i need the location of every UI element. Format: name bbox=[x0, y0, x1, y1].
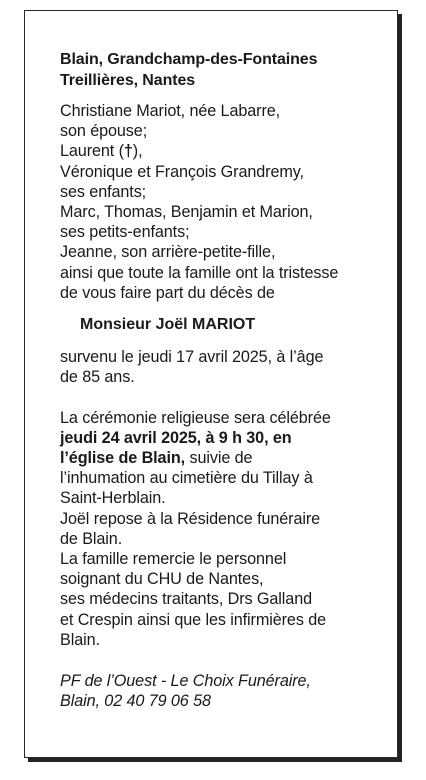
family-line: de vous faire part du décès de bbox=[60, 283, 275, 302]
ceremony-line: de Blain. bbox=[60, 529, 123, 548]
family-line: Christiane Mariot, née Labarre, bbox=[60, 102, 281, 120]
ceremony-line: l’inhumation au cimetière du Tillay à bbox=[60, 469, 313, 488]
footer-line: PF de l’Ouest - Le Choix Funéraire, bbox=[60, 672, 311, 691]
places-line: Treillières, Nantes bbox=[60, 71, 196, 89]
family-line: ses petits-enfants; bbox=[60, 223, 190, 242]
family-line: Marc, Thomas, Benjamin et Marion, bbox=[60, 203, 313, 222]
ceremony-line: et Crespin ainsi que les infirmières de bbox=[60, 610, 327, 629]
ceremony-place-rest: suivie de bbox=[185, 449, 253, 468]
family-line: Jeanne, son arrière-petite-fille, bbox=[60, 243, 276, 262]
family-line: ainsi que toute la famille ont la tristesse bbox=[60, 263, 339, 282]
cross-icon: † bbox=[123, 142, 133, 161]
family-laurent-end: ), bbox=[132, 142, 143, 161]
ceremony-line: soignant du CHU de Nantes, bbox=[60, 570, 264, 589]
ceremony-place-line bbox=[60, 448, 380, 468]
obituary-notice-content bbox=[60, 50, 380, 711]
funeral-home-footer bbox=[60, 671, 380, 711]
family-list bbox=[60, 101, 380, 303]
places-heading bbox=[60, 50, 380, 91]
death-line: survenu le jeudi 17 avril 2025, à l’âge bbox=[60, 348, 324, 367]
ceremony-line: ses médecins traitants, Drs Galland bbox=[60, 590, 313, 609]
ceremony-place: l’église de Blain, bbox=[60, 449, 186, 468]
family-line: son épouse; bbox=[60, 122, 148, 141]
family-line-laurent bbox=[60, 141, 380, 161]
footer-line: Blain, 02 40 79 06 58 bbox=[60, 692, 211, 711]
death-details bbox=[60, 347, 380, 387]
obituary-notice-card bbox=[24, 10, 398, 758]
paragraph-spacer bbox=[60, 388, 380, 408]
family-line: Véronique et François Grandremy, bbox=[60, 162, 304, 181]
deceased-name: Monsieur Joël MARIOT bbox=[80, 316, 256, 334]
places-line: Blain, Grandchamp-des-Fontaines bbox=[60, 51, 318, 68]
ceremony-details bbox=[60, 408, 380, 650]
ceremony-line: La famille remercie le personnel bbox=[60, 550, 287, 569]
family-line: ses enfants; bbox=[60, 182, 147, 201]
ceremony-line: Joël repose à la Résidence funéraire bbox=[60, 509, 321, 528]
ceremony-date-line: jeudi 24 avril 2025, à 9 h 30, en bbox=[60, 428, 292, 447]
ceremony-line: Blain. bbox=[60, 630, 100, 649]
death-line: de 85 ans. bbox=[60, 368, 135, 387]
ceremony-line: Saint-Herblain. bbox=[60, 489, 166, 508]
ceremony-line: La cérémonie religieuse sera célébrée bbox=[60, 408, 331, 427]
family-laurent-name: Laurent ( bbox=[60, 142, 124, 161]
